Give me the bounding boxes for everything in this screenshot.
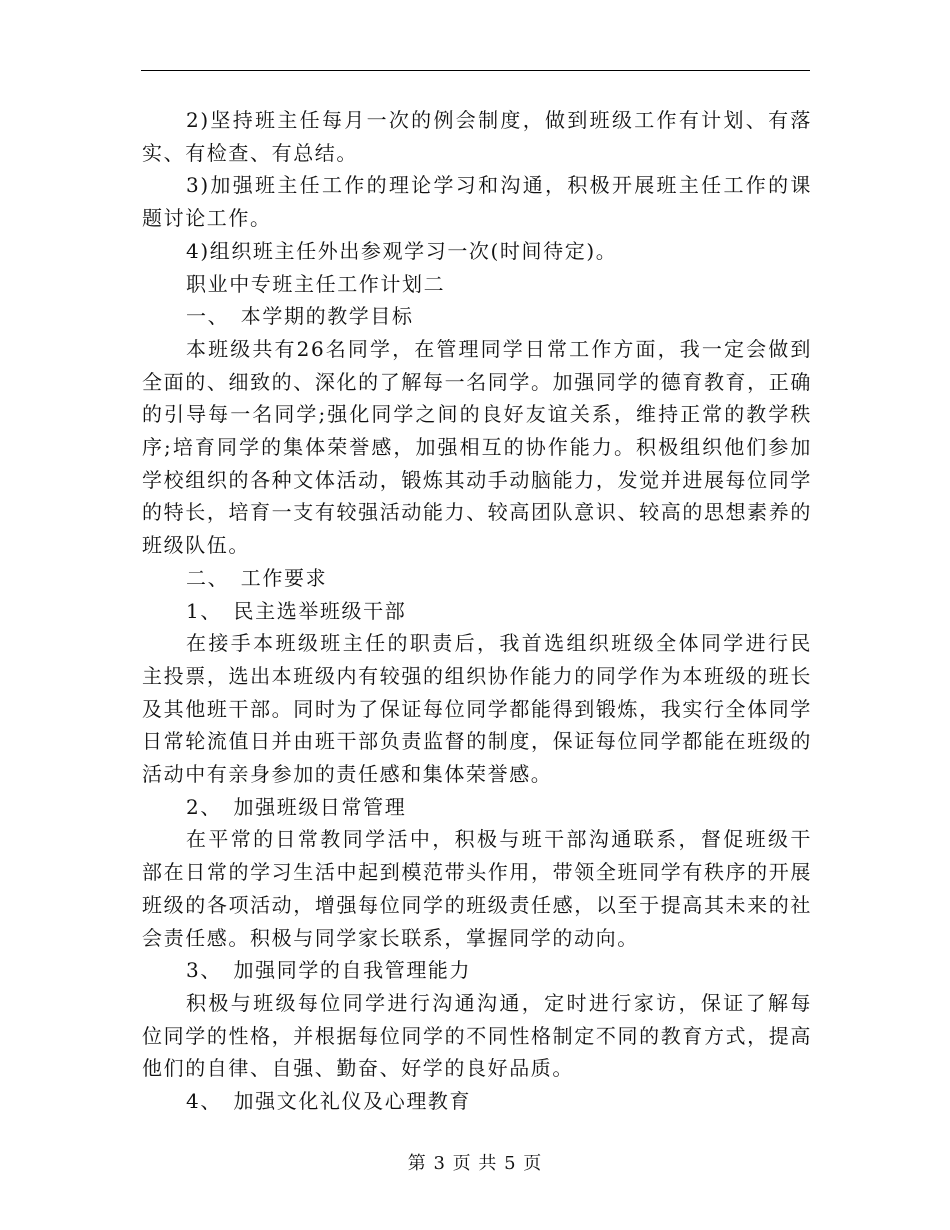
paragraph-daily-management: 在平常的日常教同学活中，积极与班干部沟通联系，督促班级干部在日常的学习生活中起到模范带头作用，带领全班同学有秩序的开展班级的各项活动，增强每位同学的班级责任感，以至于提高其未来的社会责任感。积极与同学家长联系，掌握同学的动向。 <box>142 827 812 950</box>
paragraph-teaching-goals: 本班级共有26名同学，在管理同学日常工作方面，我一定会做到全面的、细致的、深化的了解每一名同学。加强同学的德育教育，正确的引导每一名同学;强化同学之间的良好友谊关系，维持正常的教学秩序;培育同学的集体荣誉感，加强相互的协作能力。积极组织他们参加学校组织的各种文体活动，锻炼其动手动脑能力，发觉并进展每位同学的特长，培育一支有较强活动能力、较高团队意识、较高的思想素养的班级队伍。 <box>142 336 812 558</box>
heading-teaching-goals: 一、 本学期的教学目标 <box>186 304 414 329</box>
page-footer <box>0 1152 950 1176</box>
page-number: 第 3 页 共 5 页 <box>407 1153 543 1174</box>
document-body <box>142 104 812 1118</box>
paragraph-self-management: 积极与班级每位同学进行沟通沟通，定时进行家访，保证了解每位同学的性格，并根据每位同学的不同性格制定不同的教育方式，提高他们的自律、自强、勤奋、好学的良好品质。 <box>142 990 812 1081</box>
header-rule <box>141 70 810 71</box>
paragraph-elect-class-cadres: 在接手本班级班主任的职责后，我首选组织班级全体同学进行民主投票，选出本班级内有较强的组织协作能力的同学作为本班级的班长及其他班干部。同时为了保证每位同学都能得到锻炼，我实行全体同学日常轮流值日并由班干部负责监督的制度，保证每位同学都能在班级的活动中有亲身参加的责任感和集体荣誉感。 <box>142 631 812 787</box>
heading-daily-management: 2、 加强班级日常管理 <box>186 794 407 819</box>
paragraph-rule-monthly-meeting: 2)坚持班主任每月一次的例会制度，做到班级工作有计划、有落实、有检查、有总结。 <box>142 108 812 165</box>
heading-work-requirements: 二、 工作要求 <box>186 565 328 590</box>
heading-etiquette-psychology: 4、 加强文化礼仪及心理教育 <box>186 1089 472 1114</box>
heading-self-management: 3、 加强同学的自我管理能力 <box>186 958 472 983</box>
section-title-plan-two: 职业中专班主任工作计划二 <box>186 271 446 296</box>
heading-elect-class-cadres: 1、 民主选举班级干部 <box>186 598 407 623</box>
paragraph-rule-theory-study: 3)加强班主任工作的理论学习和沟通，积极开展班主任工作的课题讨论工作。 <box>142 173 812 231</box>
paragraph-rule-field-trip: 4)组织班主任外出参观学习一次(时间待定)。 <box>186 238 618 263</box>
